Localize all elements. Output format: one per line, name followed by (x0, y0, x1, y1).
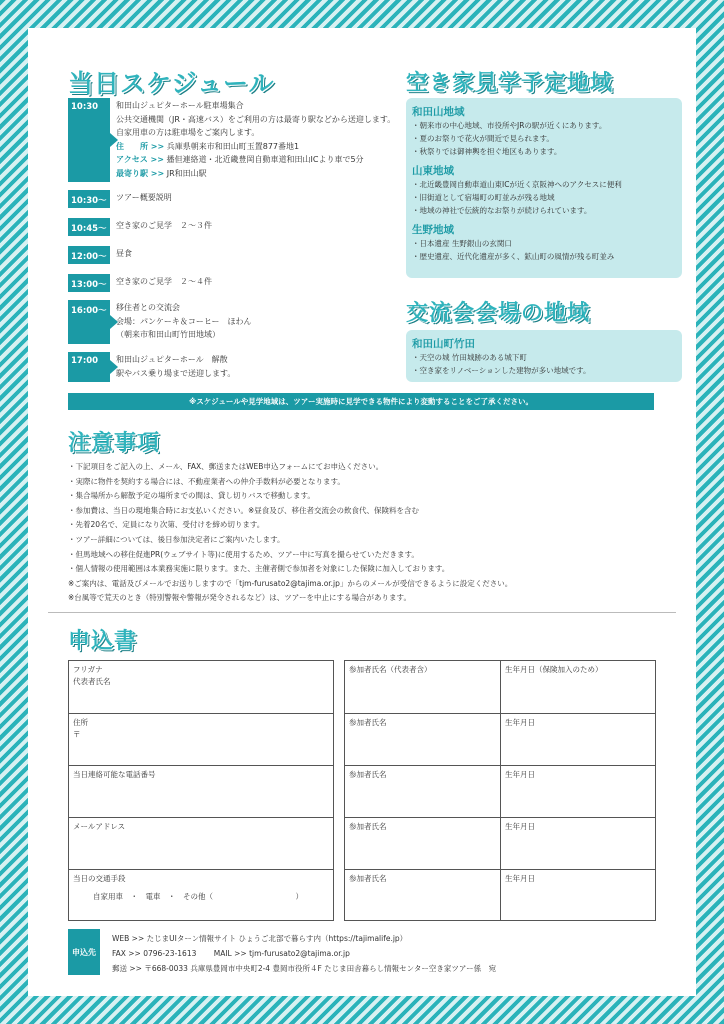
schedule-line: 駅やバス乗り場まで送迎します。 (116, 368, 236, 378)
station-line (116, 167, 395, 181)
schedule-line: 移住者との交流会 (116, 303, 180, 312)
venue-item: ・空き家をリノベーションした建物が多い地域です。 (412, 366, 591, 375)
caution-item: ・ツアー詳細については、後日参加決定者にご案内いたします。 (68, 534, 285, 544)
contact-post: 郵送 >> 〒668-0033 兵庫県豊岡市中央町2-4 豊岡市役所４F たじま田舎暮らし情報センター空き家ツアー係 宛 (112, 964, 497, 973)
schedule-detail: ツアー概要説明 (116, 193, 172, 202)
schedule-detail (110, 352, 235, 382)
area-item: ・日本遺産 生野銀山の玄関口 (412, 239, 512, 248)
field-label: 〒 (73, 730, 81, 739)
caution-item: ・先着20名で、定員になり次第、受付けを締め切ります。 (68, 520, 265, 530)
schedule-title: 当日スケジュール (68, 69, 275, 98)
area-name: 生野地域 (412, 224, 454, 236)
area-name: 和田山地域 (412, 106, 465, 118)
venue-item: ・天空の城 竹田城跡のある城下町 (412, 353, 527, 362)
venue-panel (406, 330, 682, 382)
participant-name-field[interactable]: 参加者氏名（代表者含） (344, 660, 501, 714)
field-label: 当日の交通手段 (73, 874, 126, 883)
field-label: 当日連絡可能な電話番号 (73, 770, 156, 779)
address-label: 住 所 >> (116, 141, 165, 151)
form-field-transport[interactable] (68, 869, 334, 921)
areas-panel (406, 98, 682, 278)
caution-item: ・実際に物件を契約する場合には、不動産業者への仲介手数料が必要となります。 (68, 476, 345, 486)
area-item: ・旧街道として宿場町の町並みが残る地域 (412, 193, 555, 202)
notice-bar: ※スケジュールや見学地域は、ツアー実施時に見学できる物件により変動することをご了承ください。 (68, 393, 654, 410)
schedule-line: 公共交通機関（JR・高速バス）をご利用の方は最寄り駅などから送迎します。 (116, 114, 396, 124)
participant-dob-field[interactable]: 生年月日（保険加入のため） (500, 660, 656, 714)
form-field-phone[interactable] (68, 765, 334, 818)
participant-dob-field[interactable]: 生年月日 (500, 713, 656, 766)
schedule-time: 12:00〜 (68, 246, 110, 264)
participant-dob-field[interactable]: 生年月日 (500, 817, 656, 870)
caution-list (68, 460, 668, 606)
schedule-line: 自家用車の方は駐車場をご案内します。 (116, 128, 260, 137)
field-label: メールアドレス (73, 822, 126, 831)
schedule-detail: 昼食 (116, 249, 132, 258)
contact-info (112, 931, 496, 976)
caution-item: ※ご案内は、電話及びメールでお送りしますので「tjm-furusato2@tajima.or.jp」からのメールが受信できるように設定ください。 (68, 578, 513, 588)
schedule-time: 10:45〜 (68, 218, 110, 236)
caution-item: ・参加費は、当日の現地集合時にお支払いください。※昼食及び、移住者交流会の飲食代、保険料を含む (68, 505, 419, 515)
caution-item: ・集合場所から解散予定の場所までの間は、貸し切りバスで移動します。 (68, 491, 315, 501)
schedule-time: 16:00〜 (68, 300, 110, 344)
area-item: ・地域の神社で伝統的なお祭りが続けられています。 (412, 206, 592, 215)
caution-item: ※台風等で荒天のとき（特別警報や警報が発令されるなど）は、ツアーを中止にする場合があります。 (68, 593, 411, 603)
caution-title: 注意事項 (68, 431, 161, 456)
access-value: 播但連絡道・北近畿豊岡自動車道和田山ICより車で5分 (166, 155, 364, 164)
participant-name-field[interactable]: 参加者氏名 (344, 817, 501, 870)
area-item: ・北近畿豊岡自動車道山東ICが近く京阪神へのアクセスに便利 (412, 180, 622, 189)
participant-name-field[interactable]: 参加者氏名 (344, 869, 501, 921)
venue-title: 交流会会場の地域 (406, 301, 591, 326)
application-title: 申込書 (68, 629, 138, 654)
area-item: ・朝来市の中心地域、市役所やJRの駅が近くにあります。 (412, 121, 607, 130)
schedule-detail (110, 300, 252, 344)
schedule-line: （朝来市和田山町竹田地域） (116, 330, 220, 339)
venue-name: 和田山町竹田 (412, 338, 475, 350)
schedule-line: 和田山ジュピターホール 解散 (116, 355, 228, 364)
schedule-row (68, 300, 398, 344)
area-item: ・秋祭りでは御神輿を担ぐ地区もあります。 (412, 147, 562, 156)
area-name: 山東地域 (412, 165, 454, 177)
schedule-time: 13:00〜 (68, 274, 110, 292)
schedule-row (68, 190, 398, 208)
transport-options: 自家用車 ・ 電車 ・ その他（ ） (93, 892, 303, 901)
schedule-time: 17:00 (68, 352, 110, 382)
schedule-time: 10:30〜 (68, 190, 110, 208)
schedule-time: 10:30 (68, 98, 110, 182)
participant-name-field[interactable]: 参加者氏名 (344, 713, 501, 766)
caution-item: ・下記項目をご記入の上、メール、FAX、郵送またはWEB申込フォームにてお申込ください。 (68, 462, 384, 471)
access-line (116, 153, 395, 167)
schedule-row (68, 98, 398, 182)
participant-name-field[interactable]: 参加者氏名 (344, 765, 501, 818)
address-line (116, 140, 395, 154)
station-value: JR和田山駅 (166, 168, 207, 178)
area-item: ・夏のお祭りで花火が間近で見られます。 (412, 134, 554, 143)
schedule-row (68, 246, 398, 264)
participant-dob-field[interactable]: 生年月日 (500, 765, 656, 818)
schedule-row (68, 218, 398, 236)
area-item: ・歴史遺産、近代化遺産が多く、鉱山町の風情が残る町並み (412, 252, 615, 261)
contact-fax-mail[interactable]: FAX >> 0796-23-1613 MAIL >> tjm-furusato2@tajima.or.jp (112, 949, 350, 958)
field-label: 住所 (73, 718, 88, 727)
participant-dob-field[interactable]: 生年月日 (500, 869, 656, 921)
schedule-row (68, 352, 398, 382)
schedule-row (68, 274, 398, 292)
schedule-line: 会場：パンケーキ＆コーヒー ほわん (116, 316, 252, 326)
contact-web[interactable]: WEB >> たじまUIターン情報サイト ひょうご北部で暮らす内（https://tajimalife.jp） (112, 934, 408, 943)
flyer-sheet (28, 28, 696, 996)
section-divider (48, 612, 676, 613)
schedule-line: 和田山ジュピターホール駐車場集合 (116, 101, 244, 110)
caution-item: ・個人情報の使用範囲は本業務実施に限ります。また、主催者側で参加者を対象にした保険に加入しております。 (68, 564, 450, 574)
schedule-detail (110, 98, 395, 182)
field-label: 代表者氏名 (73, 677, 111, 686)
form-field-email[interactable] (68, 817, 334, 870)
station-label: 最寄り駅 >> (116, 168, 165, 178)
areas-title: 空き家見学予定地域 (406, 71, 614, 96)
access-label: アクセス >> (116, 155, 164, 164)
caution-item: ・但馬地域への移住促進PR(ウェブサイト等)に使用するため、ツアー中に写真を撮らせていただきます。 (68, 549, 419, 559)
form-field-address[interactable] (68, 713, 334, 766)
field-label: フリガナ (73, 665, 103, 674)
schedule-detail: 空き家のご見学 ２〜４件 (116, 277, 212, 286)
form-field-name[interactable] (68, 660, 334, 714)
address-value: 兵庫県朝来市和田山町玉置877番地1 (166, 141, 300, 151)
contact-label: 申込先 (68, 929, 100, 975)
schedule-detail: 空き家のご見学 ２〜３件 (116, 221, 212, 230)
